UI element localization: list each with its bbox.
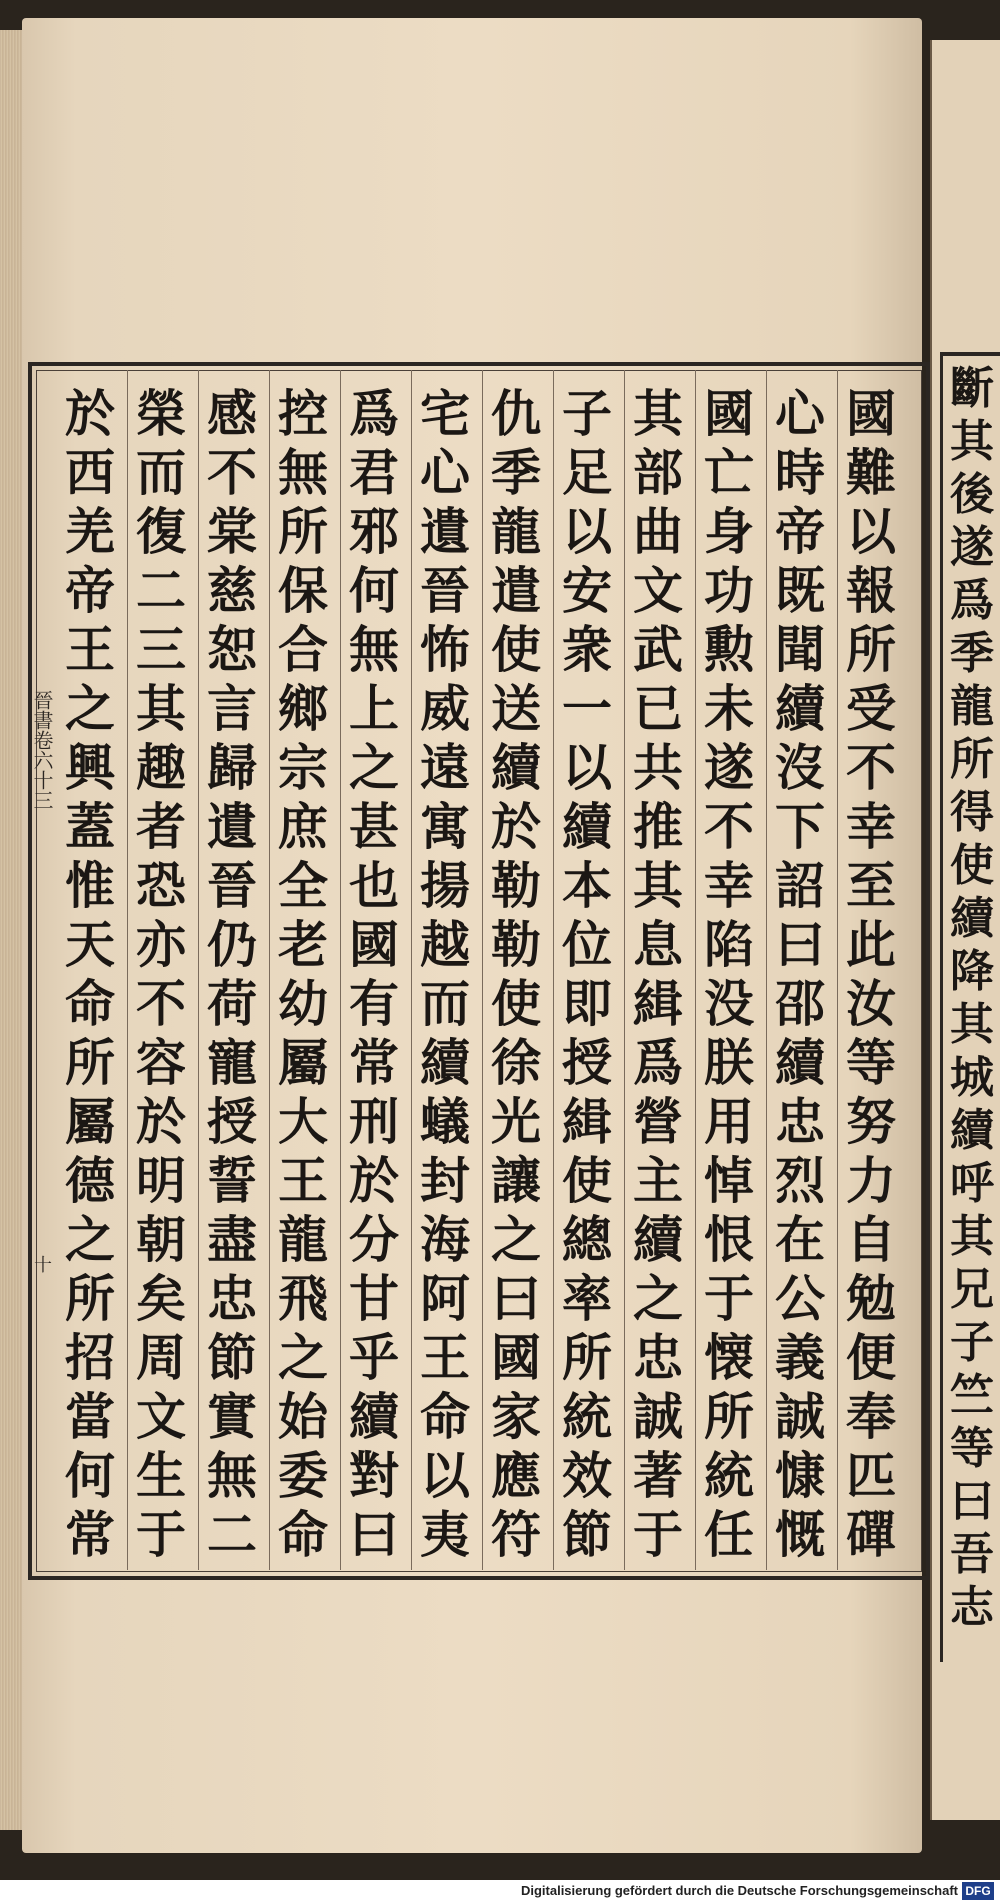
glyph: 遠 xyxy=(420,738,470,797)
glyph: 遂 xyxy=(704,738,754,797)
glyph: 曰 xyxy=(491,1269,541,1328)
glyph: 已 xyxy=(633,679,683,738)
margin-folio-number: 十 xyxy=(31,1255,52,1273)
glyph: 阿 xyxy=(420,1269,470,1328)
glyph: 沒 xyxy=(775,738,825,797)
glyph: 任 xyxy=(704,1505,754,1564)
glyph: 帝 xyxy=(65,561,115,620)
glyph: 安 xyxy=(562,561,612,620)
glyph: 棠 xyxy=(207,502,257,561)
glyph: 始 xyxy=(278,1387,328,1446)
glyph: 陷 xyxy=(704,915,754,974)
glyph: 明 xyxy=(136,1151,186,1210)
glyph: 營 xyxy=(633,1092,683,1151)
margin-book-title: 晉書卷六十三 xyxy=(30,690,54,810)
glyph: 邪 xyxy=(349,502,399,561)
glyph: 曰 xyxy=(775,915,825,974)
glyph: 分 xyxy=(349,1210,399,1269)
column-rule xyxy=(553,370,554,1570)
text-column xyxy=(342,384,406,1564)
glyph: 使 xyxy=(562,1151,612,1210)
glyph: 緝 xyxy=(633,974,683,1033)
glyph: 保 xyxy=(278,561,328,620)
glyph: 難 xyxy=(846,443,896,502)
glyph: 汝 xyxy=(846,974,896,1033)
glyph: 于 xyxy=(704,1269,754,1328)
glyph: 王 xyxy=(278,1151,328,1210)
glyph: 幸 xyxy=(846,797,896,856)
glyph: 武 xyxy=(633,620,683,679)
glyph: 讓 xyxy=(491,1151,541,1210)
glyph: 其 xyxy=(950,1211,994,1262)
glyph: 以 xyxy=(562,738,612,797)
glyph: 控 xyxy=(278,384,328,443)
glyph: 自 xyxy=(846,1210,896,1269)
glyph: 一 xyxy=(562,679,612,738)
glyph: 時 xyxy=(775,443,825,502)
glyph: 刑 xyxy=(349,1092,399,1151)
glyph: 烈 xyxy=(775,1151,825,1210)
glyph: 兄 xyxy=(950,1264,994,1315)
glyph: 龍 xyxy=(278,1210,328,1269)
glyph: 著 xyxy=(633,1446,683,1505)
dfg-logo-badge: DFG xyxy=(962,1882,994,1900)
glyph: 至 xyxy=(846,856,896,915)
glyph: 之 xyxy=(278,1328,328,1387)
column-rule xyxy=(766,370,767,1570)
glyph: 之 xyxy=(349,738,399,797)
glyph: 公 xyxy=(775,1269,825,1328)
glyph: 位 xyxy=(562,915,612,974)
text-column xyxy=(555,384,619,1564)
glyph: 斷 xyxy=(950,363,994,414)
glyph: 君 xyxy=(349,443,399,502)
glyph: 寓 xyxy=(420,797,470,856)
glyph: 續 xyxy=(491,738,541,797)
column-rule xyxy=(198,370,199,1570)
glyph: 常 xyxy=(349,1033,399,1092)
glyph: 使 xyxy=(491,620,541,679)
glyph: 於 xyxy=(136,1092,186,1151)
glyph: 德 xyxy=(65,1151,115,1210)
glyph: 感 xyxy=(207,384,257,443)
glyph: 既 xyxy=(775,561,825,620)
glyph: 趣 xyxy=(136,738,186,797)
glyph: 威 xyxy=(420,679,470,738)
glyph: 對 xyxy=(349,1446,399,1505)
glyph: 興 xyxy=(65,738,115,797)
glyph: 節 xyxy=(562,1505,612,1564)
glyph: 夷 xyxy=(420,1505,470,1564)
glyph: 心 xyxy=(420,443,470,502)
glyph: 率 xyxy=(562,1269,612,1328)
glyph: 竺 xyxy=(950,1370,994,1421)
glyph: 王 xyxy=(420,1328,470,1387)
glyph: 續 xyxy=(950,1105,994,1156)
glyph: 文 xyxy=(633,561,683,620)
glyph: 没 xyxy=(704,974,754,1033)
glyph: 便 xyxy=(846,1328,896,1387)
glyph: 努 xyxy=(846,1092,896,1151)
glyph: 慈 xyxy=(207,561,257,620)
glyph: 容 xyxy=(136,1033,186,1092)
text-column xyxy=(626,384,690,1564)
glyph: 統 xyxy=(704,1446,754,1505)
glyph: 西 xyxy=(65,443,115,502)
glyph: 亡 xyxy=(704,443,754,502)
glyph: 所 xyxy=(562,1328,612,1387)
glyph: 勲 xyxy=(704,620,754,679)
glyph: 晉 xyxy=(207,856,257,915)
glyph: 仍 xyxy=(207,915,257,974)
glyph: 其 xyxy=(136,679,186,738)
glyph: 悼 xyxy=(704,1151,754,1210)
glyph: 於 xyxy=(349,1151,399,1210)
glyph: 于 xyxy=(136,1505,186,1564)
glyph: 於 xyxy=(491,797,541,856)
glyph: 宅 xyxy=(420,384,470,443)
glyph: 有 xyxy=(349,974,399,1033)
column-rule xyxy=(340,370,341,1570)
glyph: 緝 xyxy=(562,1092,612,1151)
glyph: 晉 xyxy=(420,561,470,620)
glyph: 子 xyxy=(950,1317,994,1368)
glyph: 而 xyxy=(136,443,186,502)
glyph: 呼 xyxy=(950,1158,994,1209)
glyph: 送 xyxy=(491,679,541,738)
glyph: 此 xyxy=(846,915,896,974)
glyph: 無 xyxy=(207,1446,257,1505)
column-rule xyxy=(411,370,412,1570)
glyph: 遣 xyxy=(491,561,541,620)
glyph: 何 xyxy=(349,561,399,620)
text-column xyxy=(697,384,761,1564)
glyph: 聞 xyxy=(775,620,825,679)
glyph: 在 xyxy=(775,1210,825,1269)
glyph: 息 xyxy=(633,915,683,974)
glyph: 節 xyxy=(207,1328,257,1387)
glyph: 宗 xyxy=(278,738,328,797)
glyph: 所 xyxy=(704,1387,754,1446)
glyph: 誓 xyxy=(207,1151,257,1210)
glyph: 二 xyxy=(136,561,186,620)
glyph: 怖 xyxy=(420,620,470,679)
glyph: 降 xyxy=(950,946,994,997)
glyph: 續 xyxy=(420,1033,470,1092)
glyph: 國 xyxy=(704,384,754,443)
glyph: 曰 xyxy=(349,1505,399,1564)
glyph: 其 xyxy=(950,416,994,467)
glyph: 力 xyxy=(846,1151,896,1210)
glyph: 慨 xyxy=(775,1505,825,1564)
glyph: 使 xyxy=(950,840,994,891)
column-rule xyxy=(269,370,270,1570)
glyph: 後 xyxy=(950,469,994,520)
glyph: 城 xyxy=(950,1052,994,1103)
glyph: 等 xyxy=(846,1033,896,1092)
glyph: 荷 xyxy=(207,974,257,1033)
glyph: 恐 xyxy=(136,856,186,915)
glyph: 邵 xyxy=(775,974,825,1033)
glyph: 光 xyxy=(491,1092,541,1151)
glyph: 曲 xyxy=(633,502,683,561)
glyph: 匹 xyxy=(846,1446,896,1505)
glyph: 爲 xyxy=(633,1033,683,1092)
glyph: 無 xyxy=(278,443,328,502)
glyph: 命 xyxy=(65,974,115,1033)
glyph: 慷 xyxy=(775,1446,825,1505)
glyph: 何 xyxy=(65,1446,115,1505)
glyph: 海 xyxy=(420,1210,470,1269)
glyph: 季 xyxy=(950,628,994,679)
glyph: 符 xyxy=(491,1505,541,1564)
glyph: 而 xyxy=(420,974,470,1033)
text-column xyxy=(129,384,193,1564)
glyph: 鄉 xyxy=(278,679,328,738)
glyph: 勒 xyxy=(491,856,541,915)
glyph: 蓋 xyxy=(65,797,115,856)
glyph: 封 xyxy=(420,1151,470,1210)
glyph: 使 xyxy=(491,974,541,1033)
glyph: 所 xyxy=(65,1033,115,1092)
column-rule xyxy=(127,370,128,1570)
glyph: 統 xyxy=(562,1387,612,1446)
glyph: 效 xyxy=(562,1446,612,1505)
glyph: 命 xyxy=(278,1505,328,1564)
glyph: 勒 xyxy=(491,915,541,974)
glyph: 命 xyxy=(420,1387,470,1446)
glyph: 勉 xyxy=(846,1269,896,1328)
glyph: 生 xyxy=(136,1446,186,1505)
glyph: 三 xyxy=(136,620,186,679)
glyph: 無 xyxy=(349,620,399,679)
glyph: 盡 xyxy=(207,1210,257,1269)
glyph: 于 xyxy=(633,1505,683,1564)
glyph: 爲 xyxy=(349,384,399,443)
glyph: 實 xyxy=(207,1387,257,1446)
glyph: 忠 xyxy=(633,1328,683,1387)
glyph: 誠 xyxy=(633,1387,683,1446)
glyph: 龍 xyxy=(950,681,994,732)
glyph: 用 xyxy=(704,1092,754,1151)
glyph: 蟻 xyxy=(420,1092,470,1151)
text-column xyxy=(413,384,477,1564)
glyph: 功 xyxy=(704,561,754,620)
glyph: 朕 xyxy=(704,1033,754,1092)
column-rule xyxy=(695,370,696,1570)
glyph: 詔 xyxy=(775,856,825,915)
glyph: 惟 xyxy=(65,856,115,915)
text-column xyxy=(271,384,335,1564)
glyph: 季 xyxy=(491,443,541,502)
glyph: 授 xyxy=(207,1092,257,1151)
glyph: 庶 xyxy=(278,797,328,856)
glyph: 飛 xyxy=(278,1269,328,1328)
glyph: 之 xyxy=(491,1210,541,1269)
glyph: 忠 xyxy=(207,1269,257,1328)
glyph: 續 xyxy=(349,1387,399,1446)
glyph: 忠 xyxy=(775,1092,825,1151)
glyph: 誠 xyxy=(775,1387,825,1446)
glyph: 之 xyxy=(65,679,115,738)
glyph: 共 xyxy=(633,738,683,797)
glyph: 委 xyxy=(278,1446,328,1505)
glyph: 報 xyxy=(846,561,896,620)
glyph: 奉 xyxy=(846,1387,896,1446)
glyph: 帝 xyxy=(775,502,825,561)
glyph: 國 xyxy=(846,384,896,443)
column-rule xyxy=(624,370,625,1570)
glyph: 甚 xyxy=(349,797,399,856)
glyph: 周 xyxy=(136,1328,186,1387)
glyph: 徐 xyxy=(491,1033,541,1092)
glyph: 部 xyxy=(633,443,683,502)
glyph: 續 xyxy=(562,797,612,856)
text-column xyxy=(200,384,264,1564)
text-column xyxy=(58,384,122,1564)
glyph: 曰 xyxy=(950,1476,994,1527)
glyph: 幼 xyxy=(278,974,328,1033)
glyph: 主 xyxy=(633,1151,683,1210)
glyph: 復 xyxy=(136,502,186,561)
glyph: 推 xyxy=(633,797,683,856)
glyph: 於 xyxy=(65,384,115,443)
glyph: 大 xyxy=(278,1092,328,1151)
glyph: 磾 xyxy=(846,1505,896,1564)
glyph: 以 xyxy=(846,502,896,561)
glyph: 衆 xyxy=(562,620,612,679)
glyph: 仇 xyxy=(491,384,541,443)
glyph: 屬 xyxy=(278,1033,328,1092)
glyph: 所 xyxy=(846,620,896,679)
glyph: 以 xyxy=(562,502,612,561)
glyph: 總 xyxy=(562,1210,612,1269)
glyph: 受 xyxy=(846,679,896,738)
glyph: 當 xyxy=(65,1387,115,1446)
glyph: 恕 xyxy=(207,620,257,679)
glyph: 亦 xyxy=(136,915,186,974)
glyph: 以 xyxy=(420,1446,470,1505)
glyph: 所 xyxy=(950,734,994,785)
glyph: 天 xyxy=(65,915,115,974)
glyph: 之 xyxy=(65,1210,115,1269)
glyph: 懐 xyxy=(704,1328,754,1387)
glyph: 未 xyxy=(704,679,754,738)
glyph: 朝 xyxy=(136,1210,186,1269)
glyph: 乎 xyxy=(349,1328,399,1387)
column-rule xyxy=(837,370,838,1570)
glyph: 王 xyxy=(65,620,115,679)
glyph: 文 xyxy=(136,1387,186,1446)
glyph: 甘 xyxy=(349,1269,399,1328)
text-column xyxy=(768,384,832,1564)
glyph: 本 xyxy=(562,856,612,915)
glyph: 遺 xyxy=(207,797,257,856)
glyph: 幸 xyxy=(704,856,754,915)
glyph: 得 xyxy=(950,787,994,838)
glyph: 不 xyxy=(846,738,896,797)
text-column xyxy=(484,384,548,1564)
glyph: 即 xyxy=(562,974,612,1033)
text-column xyxy=(839,384,903,1564)
glyph: 續 xyxy=(775,679,825,738)
glyph: 其 xyxy=(633,856,683,915)
glyph: 遺 xyxy=(420,502,470,561)
glyph: 越 xyxy=(420,915,470,974)
glyph: 不 xyxy=(136,974,186,1033)
glyph: 也 xyxy=(349,856,399,915)
glyph: 爲 xyxy=(950,575,994,626)
glyph: 心 xyxy=(775,384,825,443)
glyph: 家 xyxy=(491,1387,541,1446)
glyph: 言 xyxy=(207,679,257,738)
column-rule xyxy=(482,370,483,1570)
glyph: 國 xyxy=(349,915,399,974)
right-page-column xyxy=(946,362,998,1634)
glyph: 之 xyxy=(633,1269,683,1328)
glyph: 續 xyxy=(950,893,994,944)
glyph: 續 xyxy=(633,1210,683,1269)
glyph: 等 xyxy=(950,1423,994,1474)
glyph: 吾 xyxy=(950,1529,994,1580)
glyph: 其 xyxy=(950,999,994,1050)
glyph: 不 xyxy=(704,797,754,856)
glyph: 榮 xyxy=(136,384,186,443)
glyph: 所 xyxy=(278,502,328,561)
glyph: 屬 xyxy=(65,1092,115,1151)
glyph: 所 xyxy=(65,1269,115,1328)
glyph: 續 xyxy=(775,1033,825,1092)
glyph: 全 xyxy=(278,856,328,915)
glyph: 應 xyxy=(491,1446,541,1505)
glyph: 二 xyxy=(207,1505,257,1564)
glyph: 老 xyxy=(278,915,328,974)
glyph: 子 xyxy=(562,384,612,443)
glyph: 遂 xyxy=(950,522,994,573)
glyph: 龍 xyxy=(491,502,541,561)
glyph: 常 xyxy=(65,1505,115,1564)
glyph: 志 xyxy=(950,1582,994,1633)
glyph: 恨 xyxy=(704,1210,754,1269)
glyph: 揚 xyxy=(420,856,470,915)
glyph: 下 xyxy=(775,797,825,856)
glyph: 其 xyxy=(633,384,683,443)
glyph: 寵 xyxy=(207,1033,257,1092)
glyph: 身 xyxy=(704,502,754,561)
footer-credit: Digitalisierung gefördert durch die Deutsche Forschungsgemeinschaft xyxy=(520,1883,958,1898)
glyph: 矣 xyxy=(136,1269,186,1328)
glyph: 授 xyxy=(562,1033,612,1092)
glyph: 國 xyxy=(491,1328,541,1387)
glyph: 者 xyxy=(136,797,186,856)
glyph: 合 xyxy=(278,620,328,679)
glyph: 招 xyxy=(65,1328,115,1387)
glyph: 羌 xyxy=(65,502,115,561)
glyph: 足 xyxy=(562,443,612,502)
glyph: 上 xyxy=(349,679,399,738)
glyph: 歸 xyxy=(207,738,257,797)
glyph: 不 xyxy=(207,443,257,502)
glyph: 義 xyxy=(775,1328,825,1387)
